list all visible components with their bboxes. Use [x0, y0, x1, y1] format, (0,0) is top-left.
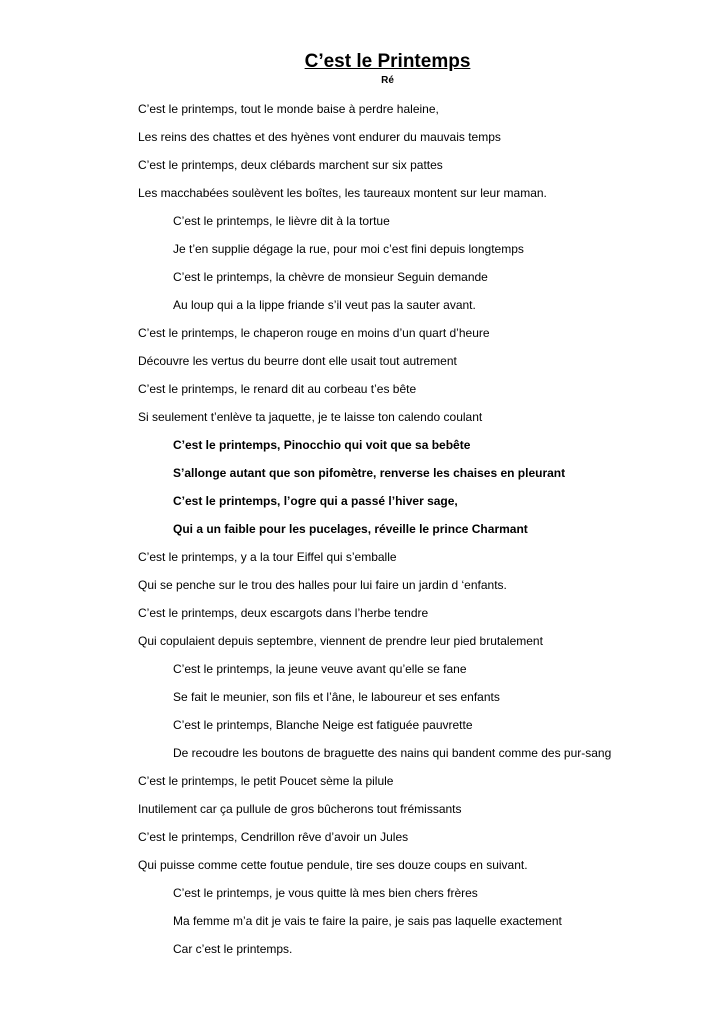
poem-line: C’est le printemps, deux escargots dans l’herbe tendre	[138, 606, 429, 620]
poem-line: Je t’en supplie dégage la rue, pour moi c’est fini depuis longtemps	[173, 242, 524, 256]
poem-line: C’est le printemps, y a la tour Eiffel qui s’emballe	[138, 550, 397, 564]
poem-line: C’est le printemps, Pinocchio qui voit que sa bebête	[173, 438, 471, 452]
poem-line: Car c’est le printemps.	[173, 942, 293, 956]
page-title: C’est le Printemps	[304, 51, 471, 72]
poem-line: Ma femme m’a dit je vais te faire la paire, je sais pas laquelle exactement	[173, 914, 562, 928]
poem-line: C’est le printemps, la jeune veuve avant qu’elle se fane	[173, 662, 467, 676]
poem-lines	[138, 101, 718, 969]
poem-line: Les macchabées soulèvent les boîtes, les taureaux montent sur leur maman.	[138, 186, 547, 200]
poem-line: C’est le printemps, le chaperon rouge en moins d’un quart d’heure	[138, 326, 490, 340]
poem-line: Au loup qui a la lippe friande s’il veut pas la sauter avant.	[173, 298, 476, 312]
poem-line: Qui a un faible pour les pucelages, réveille le prince Charmant	[173, 522, 528, 536]
poem-line: C’est le printemps, l’ogre qui a passé l’hiver sage,	[173, 494, 458, 508]
page-subtitle: Ré	[381, 75, 394, 86]
poem-line: Découvre les vertus du beurre dont elle usait tout autrement	[138, 354, 457, 368]
poem-line: Qui copulaient depuis septembre, viennent de prendre leur pied brutalement	[138, 634, 543, 648]
poem-line: Si seulement t’enlève ta jaquette, je te laisse ton calendo coulant	[138, 410, 483, 424]
poem-line: Inutilement car ça pullule de gros bûcherons tout frémissants	[138, 802, 462, 816]
poem-line: C’est le printemps, Blanche Neige est fatiguée pauvrette	[173, 718, 473, 732]
poem-line: C’est le printemps, le lièvre dit à la tortue	[173, 214, 390, 228]
poem-line: C’est le printemps, je vous quitte là mes bien chers frères	[173, 886, 478, 900]
poem-line: C’est le printemps, Cendrillon rêve d’avoir un Jules	[138, 830, 409, 844]
poem-line: C’est le printemps, la chèvre de monsieur Seguin demande	[173, 270, 488, 284]
poem-line: C’est le printemps, deux clébards marchent sur six pattes	[138, 158, 443, 172]
poem-line: De recoudre les boutons de braguette des nains qui bandent comme des pur-sang	[173, 746, 612, 760]
poem-line: Qui puisse comme cette foutue pendule, tire ses douze coups en suivant.	[138, 858, 528, 872]
poem-line: S’allonge autant que son pifomètre, renverse les chaises en pleurant	[173, 466, 566, 480]
poem-line: C’est le printemps, le petit Poucet sème la pilule	[138, 774, 394, 788]
poem-line: Qui se penche sur le trou des halles pour lui faire un jardin d ‘enfants.	[138, 578, 507, 592]
poem-line: C’est le printemps, le renard dit au corbeau t’es bête	[138, 382, 417, 396]
poem-line: C’est le printemps, tout le monde baise à perdre haleine,	[138, 102, 439, 116]
poem-line: Se fait le meunier, son fils et l’âne, le laboureur et ses enfants	[173, 690, 500, 704]
poem-line: Les reins des chattes et des hyènes vont endurer du mauvais temps	[138, 130, 501, 144]
